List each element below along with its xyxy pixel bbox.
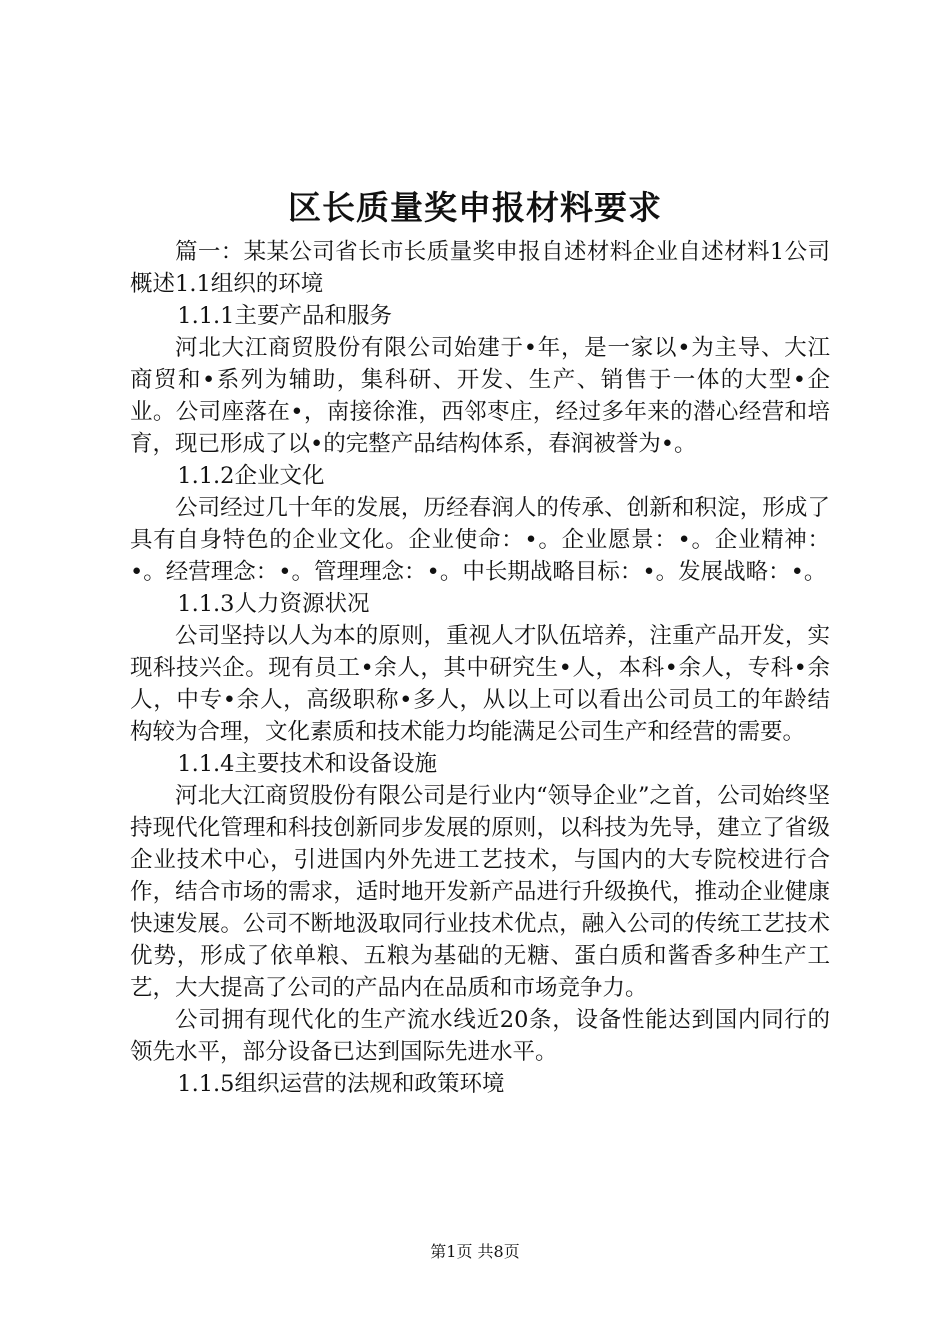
paragraph-technology: 河北大江商贸股份有限公司是行业内“领导企业”之首，公司始终坚持现代化管理和科技创新同步发展的原则，以科技为先导，建立了省级企业技术中心，引进国内外先进工艺技术，与国内的大专院校进行合作，结合市场的需求，适时地开发新产品进行升级换代，推动企业健康快速发展。公司不断地汲取同行业技术优点，融入公司的传统工艺技术优势，形成了依单粮、五粮为基础的无糖、蛋白质和酱香多种生产工艺，大大提高了公司的产品内在品质和市场竞争力。 <box>130 783 830 1001</box>
page-footer: 第1页 共8页 <box>430 1242 520 1261</box>
section-heading-1-1-2: 1.1.2企业文化 <box>177 463 325 489</box>
document-title: 区长质量奖申报材料要求 <box>288 188 662 227</box>
section-heading-1-1-5: 1.1.5组织运营的法规和政策环境 <box>177 1071 505 1097</box>
section-heading-1-1-1: 1.1.1主要产品和服务 <box>177 303 393 329</box>
paragraph-human-resources: 公司坚持以人为本的原则，重视人才队伍培养，注重产品开发，实现科技兴企。现有员工•余人，其中研究生•人，本科•余人，专科•余人，中专•余人，高级职称•多人，从以上可以看出公司员工的年龄结构较为合理，文化素质和技术能力均能满足公司生产和经营的需要。 <box>130 623 830 745</box>
section-heading-1-1-3: 1.1.3人力资源状况 <box>177 591 370 617</box>
document-body <box>130 236 830 1100</box>
paragraph-intro: 篇一：某某公司省长市长质量奖申报自述材料企业自述材料1公司概述1.1组织的环境 <box>130 239 830 297</box>
paragraph-culture: 公司经过几十年的发展，历经春润人的传承、创新和积淀，形成了具有自身特色的企业文化。企业使命：•。企业愿景：•。企业精神：•。经营理念：•。管理理念：•。中长期战略目标：•。发展战略：•。 <box>130 495 830 585</box>
section-heading-1-1-4: 1.1.4主要技术和设备设施 <box>177 751 438 777</box>
paragraph-products: 河北大江商贸股份有限公司始建于•年，是一家以•为主导、大江商贸和•系列为辅助，集科研、开发、生产、销售于一体的大型•企业。公司座落在•，南接徐淮，西邻枣庄，经过多年来的潜心经营和培育，现已形成了以•的完整产品结构体系，春润被誉为•。 <box>130 335 830 457</box>
paragraph-equipment: 公司拥有现代化的生产流水线近20条，设备性能达到国内同行的领先水平，部分设备已达到国际先进水平。 <box>130 1007 830 1065</box>
